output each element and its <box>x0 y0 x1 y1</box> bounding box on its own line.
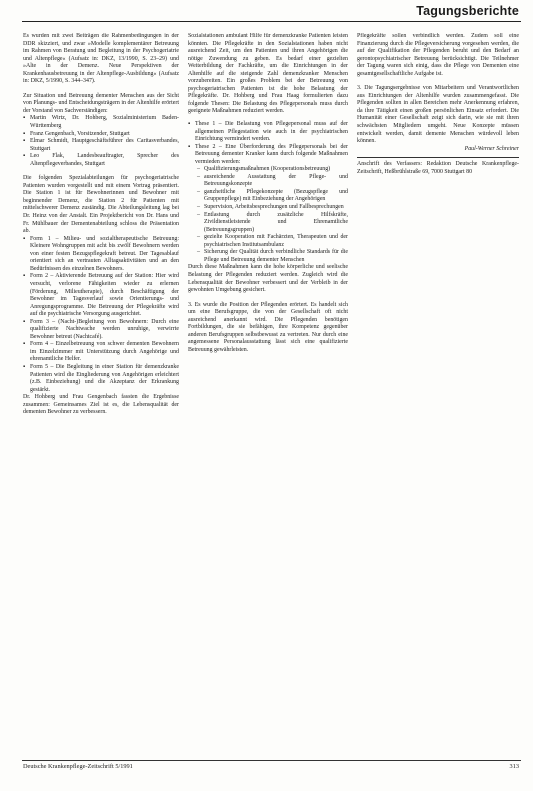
measure-item: – Supervision, Arbeitsbesprechungen und Fallbesprechungen <box>197 204 348 212</box>
panel-list <box>23 115 179 168</box>
measure-item: – Qualifizierungsmaßnahmen (Kooperationsbetreuung) <box>197 166 348 174</box>
thesis-item: ▪ These 2 – Eine Überforderung des Pflegepersonals bei der Betreuung dementer Kranker kann durch folgende Maßnahmen vermieden werden: <box>188 144 348 167</box>
page-number: 313 <box>509 763 519 770</box>
station-forms-list <box>23 236 179 394</box>
paragraph-summary: Dr. Hohberg und Frau Gengenbach fassten die Ergebnisse zusammen: Gemeinsames Ziel ist es, die Lebensqualität der dementen Bewohner zu verbessern. <box>23 394 179 416</box>
text-column-1 <box>23 33 179 757</box>
paragraph-results: 3. Die Tagungsergebnisse von Mitarbeitern und Verantwortlichen aus Einrichtungen der Altenhilfe wurden zusammengefasst. Die Pflegenden sollten in allen Bereichen mehr Anerkennung erfahren, da ihre Tätigkeit einen großen persönlichen Einsatz erfordert. Die Humanität einer Gesellschaft zeigt sich darin, wie sie mit ihren schwächsten Mitgliedern umgeht. Neue Konzepte müssen entwickelt werden, damit demente Menschen würdevoll leben können. <box>357 85 519 145</box>
theses-list <box>188 121 348 166</box>
author-signature: Paul-Werner Schreiner <box>464 145 519 152</box>
station-form: ▪ Form 1 – Milieu- und sozialtherapeutische Betreuung: Kleinere Wohngruppen mit acht bis zwölf Bewohnern werden von einer festen Bezugspflegekraft betreut. Der Tagesablauf orientiert sich an vertrauten Alltagsaktivitäten und an den Bedürfnissen des einzelnen Bewohners. <box>23 236 179 274</box>
paragraph-qualification: Pflegekräfte sollen verbindlich werden. Zudem soll eine Finanzierung durch die Pflegeversicherung vorgesehen werden, die auf der Qualifikation der Pflegenden beruht und den Bedarf an gerontopsychiatrischer Betreuung berücksichtigt. Die Teilnehmer der Tagung waren sich einig, dass die Pflege von Dementen eine gesamtgesellschaftliche Aufgabe ist. <box>357 33 519 77</box>
measure-item: – ganzheitliche Pflegekonzepte (Bezugspflege und Gruppenpflege) mit Einbeziehung der Angehörigen <box>197 189 348 204</box>
station-form: ▪ Form 2 – Aktivierende Betreuung auf der Station: Hier wird versucht, verlorene Fähigkeiten wieder zu erlernen (Förderung, Milieutherapie), durch Beschäftigung der Bewohner im Tagesverlauf sowie Orientierungs- und Anregungsprogramme. Die Betreuung der Pflegekräfte wird auf die psychiatrische Versorgung ausgerichtet. <box>23 273 179 318</box>
measure-item: – Entlastung durch zusätzliche Hilfskräfte, Zivildienstleistende und Ehrenamtliche (Betreuungsgruppen) <box>197 212 348 235</box>
station-form: ▪ Form 5 – Die Begleitung in einer Station für demenzkranke Patienten wird die Eingliederung von Angehörigen erleichtert (z.B. Einbeziehung) und die Akzeptanz der Erkrankung gestärkt. <box>23 364 179 394</box>
paragraph-position: 3. Es wurde die Position der Pflegenden erörtert. Es handelt sich um eine Berufsgruppe, die von der Gesellschaft oft nicht ausreichend anerkannt wird. Die Pflegenden benötigen Fortbildungen, die sie befähigen, ihre Kompetenz gegenüber anderen Berufsgruppen selbstbewusst zu vertreten. Nur durch eine angemessene Personalausstattung lässt sich eine qualifizierte Betreuung gewährleisten. <box>188 301 348 353</box>
measure-item: – gezielte Kooperation mit Fachärzten, Therapeuten und der psychiatrischen Institutsambulanz <box>197 234 348 249</box>
panel-member: ▪ Elmar Schmidt, Hauptgeschäftsführer des Caritasverbandes, Stuttgart <box>23 138 179 153</box>
thesis-item: ▪ These 1 – Die Belastung von Pflegepersonal muss auf der allgemeinen Pflegestation wie auch in der psychiatrischen Einrichtung vermindert werden. <box>188 121 348 144</box>
footer-rule <box>22 760 521 761</box>
paragraph-special-units: Die folgenden Spezialabteilungen für psychogeriatrische Patienten wurden vorgestellt und mit einem Vortrag präsentiert. Die Station 1 ist für Bewohnerinnen und Bewohner mit beginnender Demenz, die Station 2 für Patienten mit mittelschwerer Demenz zuständig. Die Abteilungsleitung lag bei Dr. Heinz von der Anstalt. Ein Projektbericht von Dr. Hans und Fr. Mühlbauer der Dementenabteilung schloss die Präsentation ab. <box>23 175 179 235</box>
paragraph-panel-intro: Zur Situation und Betreuung dementer Menschen aus der Sicht von Planungs- und Entscheidungsträgern in der Altenhilfe erörtert der Vorstand von Sachverständigen: <box>23 92 179 114</box>
station-form: ▪ Form 4 – Einzelbetreuung von schwer dementen Bewohnern im Einzelzimmer mit Unterstützung durch Angehörige und ehrenamtliche Helfer. <box>23 341 179 364</box>
panel-member: ▪ Franz Gengenbach, Vorsitzender, Stuttgart <box>23 131 179 139</box>
panel-member: ▪ Leo Flak, Landesbeauftragter, Sprecher des Altenpflegeverbandes, Stuttgart <box>23 153 179 168</box>
author-address: Anschrift des Verfassers: Redaktion Deutsche Krankenpflege-Zeitschrift, Heßbrühlstraße 69, 7000 Stuttgart 80 <box>357 161 519 175</box>
section-title: Tagungsberichte <box>416 4 519 18</box>
text-column-3 <box>357 33 519 757</box>
panel-member: ▪ Martin Wirtz, Dr. Hohberg, Sozialministerium Baden-Württemberg <box>23 115 179 130</box>
station-form: ▪ Form 3 – (Nacht-)Begleitung von Bewohnern: Durch eine qualifizierte Nachtwache werden unruhige, verwirrte Bewohner betreut (Nachtcafé). <box>23 319 179 342</box>
header-rule <box>22 21 521 22</box>
measure-item: – ausreichende Ausstattung der Pflege- und Betreuungskonzepte <box>197 174 348 189</box>
paragraph-burden: Durch diese Maßnahmen kann die hohe körperliche und seelische Belastung der Pflegenden reduziert werden. Zugleich wird die Lebensqualität der Bewohner verbessert und der Verbleib in der gewohnten Umgebung gesichert. <box>188 264 348 294</box>
text-column-2 <box>188 33 348 757</box>
journal-name: Deutsche Krankenpflege-Zeitschrift 5/1991 <box>23 763 133 770</box>
paragraph-ambulant: Sozialstationen ambulant Hilfe für demenzkranke Patienten leisten könnten. Die Pflegekräfte in den Sozialstationen haben nicht ausreichend Zeit, um den Patienten und ihren Angehörigen die nötige Zuwendung zu geben. Es bedarf einer gezielten Weiterbildung der Fachkräfte, um die Einrichtungen in der Altenhilfe auf die steigende Zahl demenzkranker Menschen vorzubereiten. Ein großes Problem bei der Betreuung von psychogeriatrischen Patienten ist die hohe Belastung der Pflegekräfte. Dr. Hohberg und Frau Haag formulierten dazu folgende Thesen: Die Belastung des Pflegepersonals muss durch geeignete Maßnahmen reduziert werden. <box>188 33 348 115</box>
measures-list <box>188 166 348 264</box>
paragraph-intro: Es wurden mit zwei Beiträgen die Rahmenbedingungen in der DDR skizziert, und zwar »Modelle komplementärer Betreuung im Rahmen von Beratung und Begleitung in der Psychogeriatrie und Altenpflege« (Aufsatz in: DKZ, 13/1990, S. 23–29) und »Alte in der Demenz. Neue Perspektiven der Krankenhausbetreuung in der Altenpflege-Ausbildung« (Aufsatz in: DKZ, 5/1990, S. 344–347). <box>23 33 179 85</box>
measure-item: – Sicherung der Qualität durch verbindliche Standards für die Pflege und Betreuung dementer Menschen <box>197 249 348 264</box>
address-rule <box>357 157 519 158</box>
